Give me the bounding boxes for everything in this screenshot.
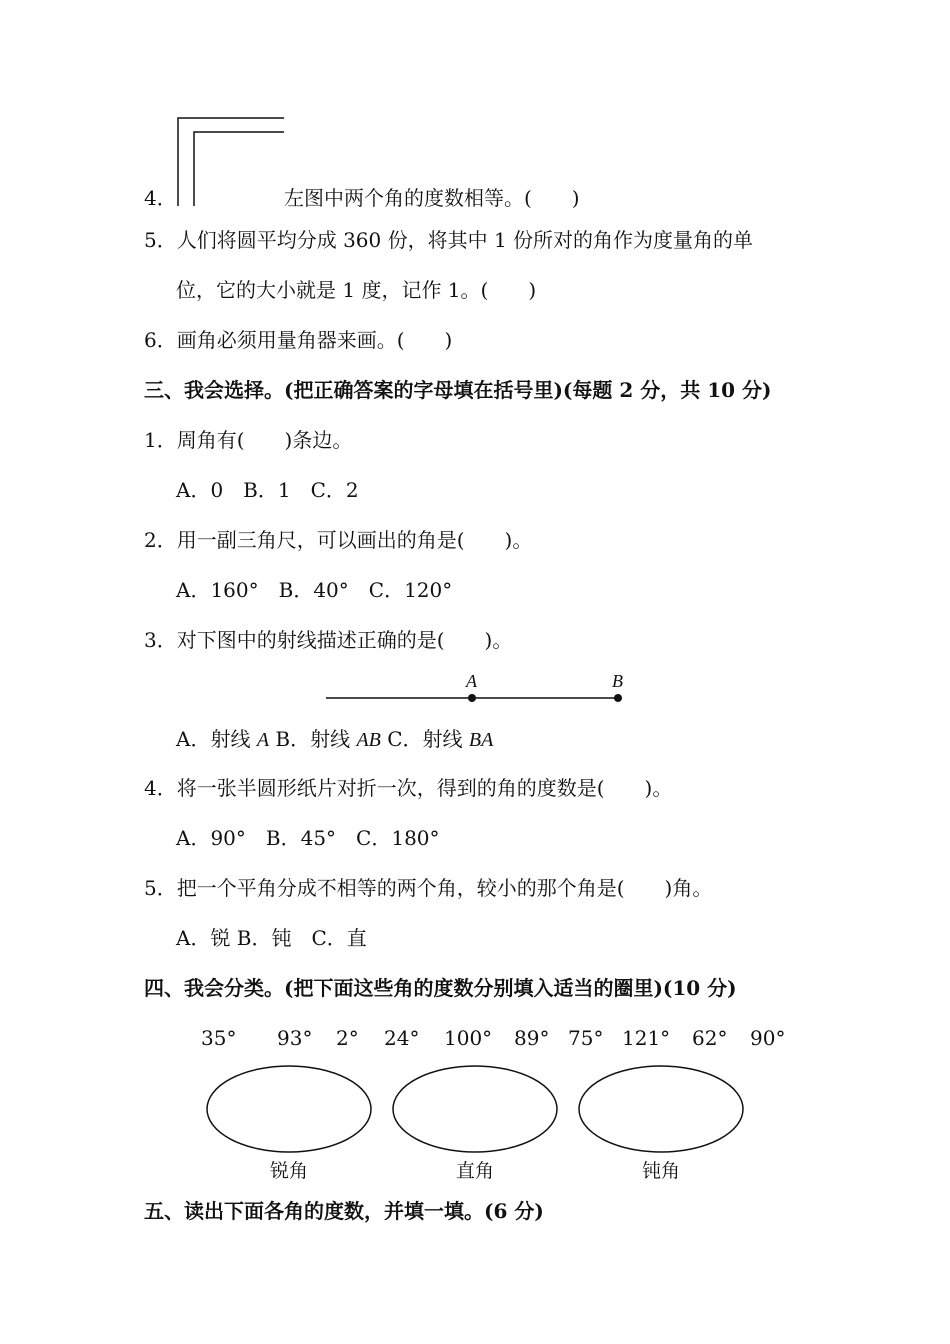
s3-q1-stem: 1．周角有( )条边。 bbox=[144, 428, 353, 452]
ray-label-b: B bbox=[612, 671, 623, 691]
q4-text: 左图中两个角的度数相等。( ) bbox=[284, 186, 580, 210]
q5-line1: 5．人们将圆平均分成 360 份，将其中 1 份所对的角作为度量角的单 bbox=[144, 228, 754, 252]
degree-item: 93° bbox=[277, 1026, 313, 1050]
section4-title: 四、我会分类。(把下面这些角的度数分别填入适当的圈里)(10 分) bbox=[144, 976, 737, 1000]
s3-q5-stem: 5．把一个平角分成不相等的两个角，较小的那个角是( )角。 bbox=[144, 876, 713, 900]
s3-q3-opt-b-var: AB bbox=[356, 729, 381, 751]
point-b bbox=[614, 694, 622, 702]
degree-item: 100° bbox=[444, 1026, 493, 1050]
s3-q2-stem: 2．用一副三角尺，可以画出的角是( )。 bbox=[144, 528, 533, 552]
oval-label-acute: 锐角 bbox=[269, 1160, 308, 1182]
s3-q3-stem: 3．对下图中的射线描述正确的是( )。 bbox=[144, 628, 513, 652]
degree-item: 121° bbox=[622, 1026, 671, 1050]
q6-text: 6．画角必须用量角器来画。( ) bbox=[144, 328, 453, 352]
s3-q3-opt-c-var: BA bbox=[468, 729, 494, 751]
s3-q1-options: A．0 B．1 C．2 bbox=[176, 478, 359, 502]
degree-item: 89° bbox=[514, 1026, 550, 1050]
s3-q3-opt-a-var: A bbox=[256, 729, 270, 751]
s3-q3-opt-b: B．射线 bbox=[269, 727, 357, 751]
oval-label-obtuse: 钝角 bbox=[641, 1160, 680, 1182]
degree-item: 62° bbox=[692, 1026, 728, 1050]
oval-label-right: 直角 bbox=[455, 1160, 494, 1182]
degree-item: 24° bbox=[384, 1026, 420, 1050]
ray-label-a: A bbox=[466, 671, 477, 691]
degree-item: 35° bbox=[201, 1026, 237, 1050]
s3-q5-options: A．锐 B．钝 C．直 bbox=[176, 926, 367, 950]
degree-item: 90° bbox=[750, 1026, 786, 1050]
degree-item: 2° bbox=[336, 1026, 359, 1050]
ray-figure bbox=[326, 694, 622, 702]
oval-right bbox=[393, 1066, 557, 1152]
section5-title: 五、读出下面各角的度数，并填一填。(6 分) bbox=[144, 1199, 544, 1223]
q4-angle-figure bbox=[178, 118, 284, 206]
s3-q4-options: A．90° B．45° C．180° bbox=[176, 826, 440, 850]
q4-number: 4． bbox=[144, 186, 177, 210]
point-a bbox=[468, 694, 476, 702]
s3-q3-options bbox=[176, 725, 493, 754]
s3-q3-opt-c: C．射线 bbox=[380, 727, 469, 751]
oval-acute bbox=[207, 1066, 371, 1152]
s3-q4-stem: 4．将一张半圆形纸片对折一次，得到的角的度数是( )。 bbox=[144, 776, 673, 800]
degree-item: 75° bbox=[568, 1026, 604, 1050]
oval-obtuse bbox=[579, 1066, 743, 1152]
s3-q3-opt-a: A．射线 bbox=[176, 727, 257, 751]
section3-title: 三、我会选择。(把正确答案的字母填在括号里)(每题 2 分，共 10 分) bbox=[144, 378, 772, 402]
q5-line2: 位，它的大小就是 1 度，记作 1。( ) bbox=[176, 278, 537, 302]
s3-q2-options: A．160° B．40° C．120° bbox=[176, 578, 453, 602]
